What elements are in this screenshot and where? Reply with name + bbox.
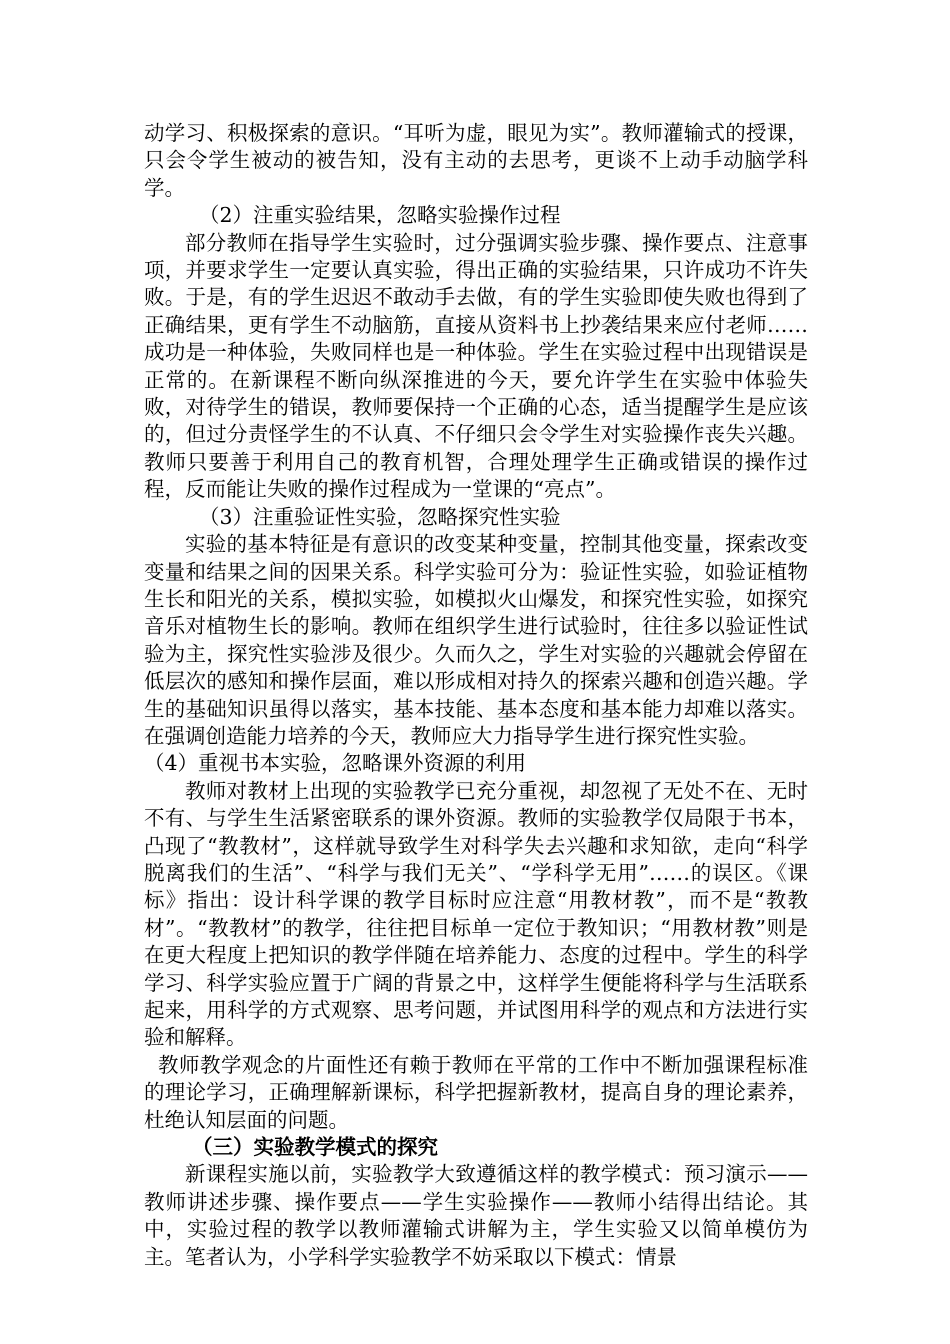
- subheading-2: （2）注重实验结果，忽略实验操作过程: [199, 203, 561, 228]
- subheading-3: （3）注重验证性实验，忽略探究性实验: [199, 504, 561, 529]
- section-heading-3: （三）实验教学模式的探究: [192, 1135, 438, 1160]
- paragraph-2: 部分教师在指导学生实验时，过分强调实验步骤、操作要点、注意事项，并要求学生一定要认真实验，得出正确的实验结果，只许成功不许失败。于是，有的学生迟迟不敢动手去做，有的学生实验即使失败也得到了正确结果，更有学生不动脑筋，直接从资料书上抄袭结果来应付老师……成功是一种体验，失败同样也是一种体验。学生在实验过程中出现错误是正常的。在新课程不断向纵深推进的今天，要允许学生在实验中体验失败，对待学生的错误，教师要保持一个正确的心态，适当提醒学生是应该的，但过分责怪学生的不认真、不仔细只会令学生对实验操作丧失兴趣。教师只要善于利用自己的教育机智，合理处理学生正确或错误的操作过程，反而能让失败的操作过程成为一堂课的“亮点”。: [144, 230, 808, 502]
- paragraph-5: 教师教学观念的片面性还有赖于教师在平常的工作中不断加强课程标准的理论学习，正确理解新课标，科学把握新教材，提高自身的理论素养，杜绝认知层面的问题。: [144, 1052, 808, 1132]
- paragraph-3: 实验的基本特征是有意识的改变某种变量，控制其他变量，探索改变变量和结果之间的因果关系。科学实验可分为：验证性实验，如验证植物生长和阳光的关系，模拟实验，如模拟火山爆发，和探究性实验，如探究音乐对植物生长的影响。教师在组织学生进行试验时，往往多以验证性试验为主，探究性实验涉及很少。久而久之，学生对实验的兴趣就会停留在低层次的感知和操作层面，难以形成相对持久的探索兴趣和创造兴趣。学生的基础知识虽得以落实，基本技能、基本态度和基本能力却难以落实。在强调创造能力培养的今天，教师应大力指导学生进行探究性实验。: [144, 532, 808, 748]
- document-page: [144, 120, 808, 1271]
- paragraph-intro-continued: 动学习、积极探索的意识。“耳听为虚，眼见为实”。教师灌输式的授课，只会令学生被动的被告知，没有主动的去思考，更谈不上动手动脑学科学。: [144, 121, 808, 200]
- paragraph-6: 新课程实施以前，实验教学大致遵循这样的教学模式：预习演示——教师讲述步骤、操作要点——学生实验操作——教师小结得出结论。其中，实验过程的教学以教师灌输式讲解为主，学生实验又以简单模仿为主。笔者认为，小学科学实验教学不妨采取以下模式：情景: [144, 1162, 808, 1269]
- subheading-4: （4）重视书本实验，忽略课外资源的利用: [144, 751, 527, 776]
- paragraph-4: 教师对教材上出现的实验教学已充分重视，却忽视了无处不在、无时不有、与学生生活紧密联系的课外资源。教师的实验教学仅局限于书本，凸现了“教教材”，这样就导致学生对科学失去兴趣和求知欲，走向“科学脱离我们的生活”、“科学与我们无关”、“学科学无用”……的误区。《课标》指出：设计科学课的教学目标时应注意“用教材教”，而不是“教教材”。“教教材”的教学，往往把目标单一定位于教知识；“用教材教”则是在更大程度上把知识的教学伴随在培养能力、态度的过程中。学生的科学学习、科学实验应置于广阔的背景之中，这样学生便能将科学与生活联系起来，用科学的方式观察、思考问题，并试图用科学的观点和方法进行实验和解释。: [144, 778, 808, 1050]
